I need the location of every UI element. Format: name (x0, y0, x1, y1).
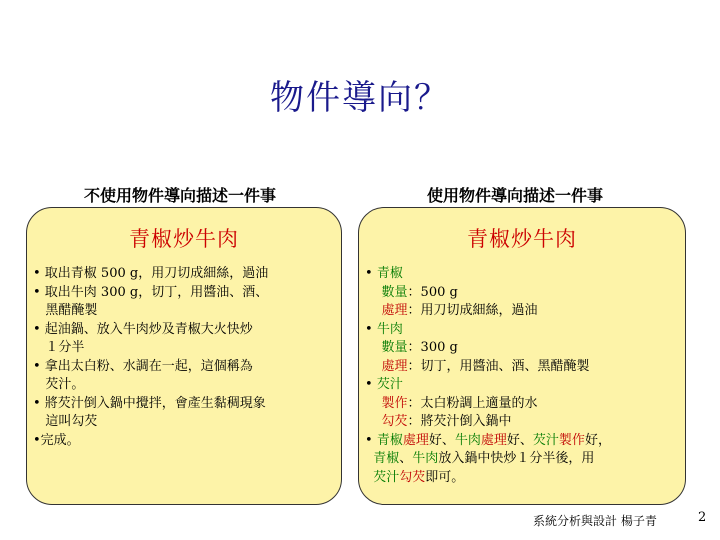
object-oriented-line (365, 376, 685, 395)
procedural-step-line: 這叫勾芡 (33, 414, 98, 429)
line-text: ：將芡汁倒入鍋中 (407, 414, 512, 429)
attribute-term: 牛肉 (454, 432, 481, 448)
attribute-term: 芡汁 (376, 377, 403, 392)
line-text: 好， (584, 432, 611, 448)
slide-title: 物件導向？ (270, 78, 450, 118)
procedural-step-line: • 將芡汁倒入鍋中攪拌，會產生黏稠現象 (33, 395, 266, 411)
object-oriented-line (365, 450, 685, 469)
right-column-heading: 使用物件導向描述一件事 (426, 186, 603, 205)
object-oriented-line (365, 469, 685, 488)
procedural-step-line: • 取出牛肉 300 g，切丁，用醬油、酒、 (33, 284, 269, 300)
procedural-step-line: • 取出青椒 500 g，用刀切成細絲，過油 (33, 266, 269, 281)
line-text (365, 340, 382, 355)
line-text: 好、 (506, 432, 533, 448)
line-text: ：500 g (407, 284, 458, 300)
method-term: 勾芡 (381, 414, 408, 429)
method-term: 製作 (381, 395, 408, 411)
attribute-term: 數量 (381, 340, 408, 355)
line-text: 好、 (428, 432, 455, 448)
procedural-step-line: １分半 (33, 340, 85, 355)
line-text: • (365, 432, 377, 448)
object-oriented-recipe-card (358, 207, 686, 505)
object-oriented-line (365, 321, 685, 340)
object-oriented-line (365, 265, 685, 284)
line-text: ：300 g (407, 340, 458, 355)
method-term: 處理 (381, 358, 408, 374)
line-text: 、 (399, 451, 413, 466)
line-text: • (365, 266, 377, 281)
left-card-title: 青椒炒牛肉 (129, 227, 239, 251)
procedural-step-line: • 拿出太白粉、水調在一起，這個稱為 (33, 358, 253, 374)
object-oriented-line (365, 339, 685, 358)
procedural-step-line: 黑醋醃製 (33, 303, 98, 318)
page-number: 2 (698, 510, 707, 525)
procedural-step-line: 芡汁。 (33, 377, 85, 392)
attribute-term: 青椒 (373, 451, 400, 466)
line-text: ：用刀切成細絲，過油 (407, 303, 538, 318)
attribute-term: 牛肉 (376, 321, 403, 337)
procedural-step-line: • 起油鍋、放入牛肉炒及青椒大火快炒 (33, 321, 253, 337)
object-oriented-steps-list (359, 265, 685, 487)
object-oriented-line (365, 302, 685, 321)
method-term: 處理 (381, 303, 408, 318)
procedural-recipe-card (26, 207, 342, 505)
object-oriented-line (365, 432, 685, 451)
attribute-term: 牛肉 (412, 451, 439, 466)
line-text (365, 396, 382, 411)
procedural-step-line: •完成。 (33, 432, 80, 448)
line-text: 放入鍋中快炒１分半後，用 (438, 451, 595, 466)
left-column-heading: 不使用物件導向描述一件事 (83, 186, 276, 205)
method-term: 製作 (558, 432, 585, 448)
object-oriented-line (365, 284, 685, 303)
object-oriented-line (365, 395, 685, 414)
footer-author: 系統分析與設計 楊子青 (533, 514, 657, 528)
attribute-term: 芡汁 (373, 469, 400, 485)
line-text (365, 303, 382, 318)
line-text: ：切丁，用醬油、酒、黑醋醃製 (407, 358, 590, 374)
right-card-title: 青椒炒牛肉 (467, 227, 577, 251)
object-oriented-line (365, 413, 685, 432)
attribute-term: 數量 (381, 284, 408, 300)
object-oriented-line (365, 358, 685, 377)
method-term: 處理 (402, 432, 429, 448)
procedural-steps-list (27, 265, 341, 450)
line-text: 即可。 (425, 469, 465, 485)
method-term: 處理 (480, 432, 507, 448)
line-text (365, 359, 382, 374)
attribute-term: 青椒 (376, 432, 403, 448)
line-text (365, 285, 382, 300)
line-text: • (365, 321, 377, 337)
line-text (365, 414, 382, 429)
attribute-term: 芡汁 (532, 432, 559, 448)
line-text: • (365, 377, 377, 392)
method-term: 勾芡 (399, 469, 426, 485)
line-text: ：太白粉調上適量的水 (407, 395, 538, 411)
attribute-term: 青椒 (376, 266, 403, 281)
